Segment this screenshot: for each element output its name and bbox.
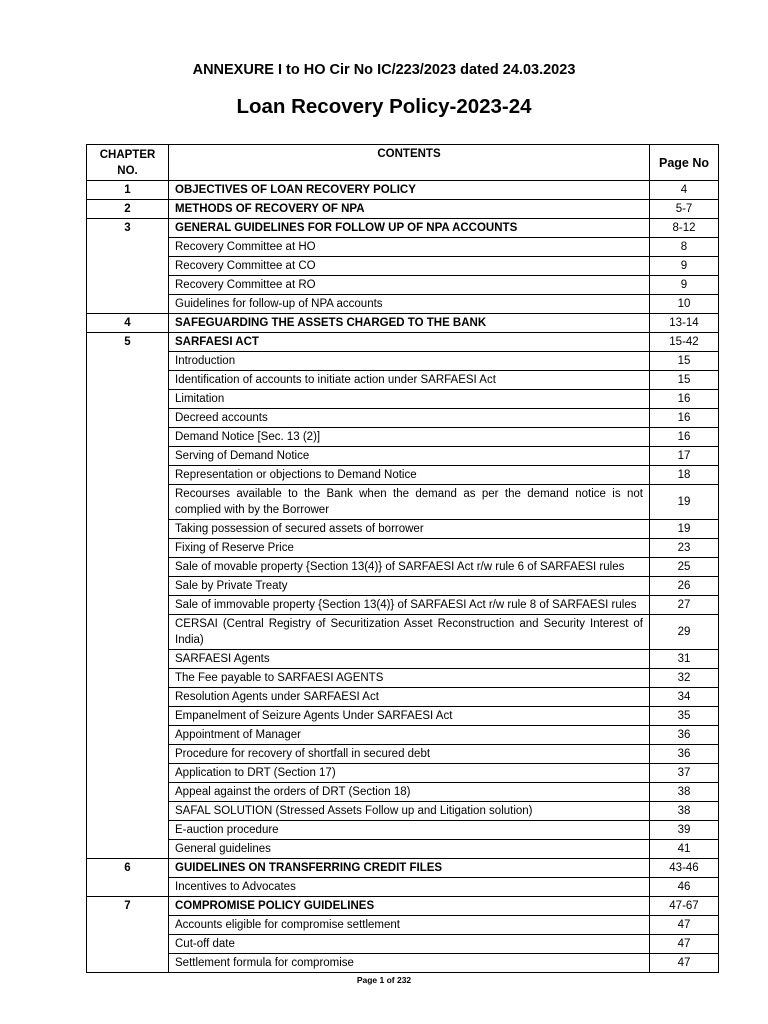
page-number: 37 <box>650 764 719 783</box>
chapter-title: OBJECTIVES OF LOAN RECOVERY POLICY <box>169 181 650 200</box>
chapter-title: GENERAL GUIDELINES FOR FOLLOW UP OF NPA ACCOUNTS <box>169 219 650 238</box>
chapter-number <box>87 726 169 745</box>
table-row <box>87 935 719 954</box>
page-number: 16 <box>650 428 719 447</box>
chapter-title: METHODS OF RECOVERY OF NPA <box>169 200 650 219</box>
page-number: 9 <box>650 276 719 295</box>
page-number: 31 <box>650 650 719 669</box>
section-title: SAFAL SOLUTION (Stressed Assets Follow up and Litigation solution) <box>169 802 650 821</box>
table-row <box>87 745 719 764</box>
chapter-number <box>87 558 169 577</box>
chapter-number: 7 <box>87 897 169 916</box>
chapter-number <box>87 840 169 859</box>
chapter-number: 2 <box>87 200 169 219</box>
section-title: Recovery Committee at RO <box>169 276 650 295</box>
section-title: Application to DRT (Section 17) <box>169 764 650 783</box>
chapter-number <box>87 520 169 539</box>
table-row <box>87 840 719 859</box>
page-number: 43-46 <box>650 859 719 878</box>
chapter-number <box>87 783 169 802</box>
chapter-number <box>87 596 169 615</box>
table-row <box>87 371 719 390</box>
section-title: Sale of immovable property {Section 13(4)} of SARFAESI Act r/w rule 8 of SARFAESI rules <box>169 596 650 615</box>
chapter-number <box>87 428 169 447</box>
section-title: Identification of accounts to initiate action under SARFAESI Act <box>169 371 650 390</box>
table-row <box>87 783 719 802</box>
chapter-number <box>87 409 169 428</box>
page-number: 9 <box>650 257 719 276</box>
page-number: 10 <box>650 295 719 314</box>
table-row <box>87 295 719 314</box>
table-row <box>87 520 719 539</box>
column-header-contents: CONTENTS <box>169 145 650 181</box>
table-row <box>87 390 719 409</box>
table-row <box>87 466 719 485</box>
chapter-number: 5 <box>87 333 169 352</box>
page-number: 25 <box>650 558 719 577</box>
page-number: 17 <box>650 447 719 466</box>
chapter-number <box>87 878 169 897</box>
section-title: General guidelines <box>169 840 650 859</box>
page-number: 38 <box>650 802 719 821</box>
page-number: 46 <box>650 878 719 897</box>
chapter-number <box>87 257 169 276</box>
chapter-number <box>87 447 169 466</box>
table-row <box>87 650 719 669</box>
section-title: The Fee payable to SARFAESI AGENTS <box>169 669 650 688</box>
section-title: Recovery Committee at CO <box>169 257 650 276</box>
page-number: 15 <box>650 371 719 390</box>
chapter-row <box>87 333 719 352</box>
contents-table <box>86 144 719 973</box>
chapter-number <box>87 539 169 558</box>
chapter-title: SAFEGUARDING THE ASSETS CHARGED TO THE BANK <box>169 314 650 333</box>
chapter-number <box>87 707 169 726</box>
section-title: Sale by Private Treaty <box>169 577 650 596</box>
chapter-number <box>87 954 169 973</box>
table-row <box>87 707 719 726</box>
section-title: Appeal against the orders of DRT (Section 18) <box>169 783 650 802</box>
page-number: 36 <box>650 726 719 745</box>
page-number: 16 <box>650 390 719 409</box>
chapter-number: 6 <box>87 859 169 878</box>
chapter-number <box>87 669 169 688</box>
page-number: 36 <box>650 745 719 764</box>
page-number: 4 <box>650 181 719 200</box>
table-row <box>87 669 719 688</box>
chapter-number <box>87 615 169 650</box>
section-title: Appointment of Manager <box>169 726 650 745</box>
page-number: 5-7 <box>650 200 719 219</box>
chapter-number <box>87 466 169 485</box>
page-number: 32 <box>650 669 719 688</box>
section-title: Settlement formula for compromise <box>169 954 650 973</box>
section-title: CERSAI (Central Registry of Securitization Asset Reconstruction and Security Interest of India) <box>169 615 650 650</box>
table-row <box>87 802 719 821</box>
section-title: Limitation <box>169 390 650 409</box>
section-title: Empanelment of Seizure Agents Under SARFAESI Act <box>169 707 650 726</box>
chapter-number <box>87 688 169 707</box>
section-title: Serving of Demand Notice <box>169 447 650 466</box>
table-row <box>87 558 719 577</box>
chapter-number: 1 <box>87 181 169 200</box>
table-row <box>87 916 719 935</box>
chapter-number <box>87 238 169 257</box>
section-title: Incentives to Advocates <box>169 878 650 897</box>
page-number: 27 <box>650 596 719 615</box>
page-number: 38 <box>650 783 719 802</box>
table-row <box>87 577 719 596</box>
page-number: 35 <box>650 707 719 726</box>
chapter-row <box>87 219 719 238</box>
chapter-row <box>87 200 719 219</box>
table-row <box>87 539 719 558</box>
page-number: 19 <box>650 485 719 520</box>
table-row <box>87 276 719 295</box>
page-number: 23 <box>650 539 719 558</box>
table-row <box>87 764 719 783</box>
chapter-number <box>87 821 169 840</box>
chapter-row <box>87 181 719 200</box>
section-title: Decreed accounts <box>169 409 650 428</box>
chapter-title: GUIDELINES ON TRANSFERRING CREDIT FILES <box>169 859 650 878</box>
chapter-number <box>87 935 169 954</box>
chapter-number <box>87 650 169 669</box>
table-row <box>87 596 719 615</box>
section-title: Recovery Committee at HO <box>169 238 650 257</box>
page-number: 16 <box>650 409 719 428</box>
page-number: 8-12 <box>650 219 719 238</box>
table-row <box>87 615 719 650</box>
page-number: 19 <box>650 520 719 539</box>
page-number: 47-67 <box>650 897 719 916</box>
chapter-number <box>87 371 169 390</box>
page-number: 15-42 <box>650 333 719 352</box>
section-title: Sale of movable property {Section 13(4)} of SARFAESI Act r/w rule 6 of SARFAESI rules <box>169 558 650 577</box>
page-number: 34 <box>650 688 719 707</box>
page-number: 47 <box>650 935 719 954</box>
section-title: Procedure for recovery of shortfall in secured debt <box>169 745 650 764</box>
table-body <box>87 181 719 973</box>
section-title: Fixing of Reserve Price <box>169 539 650 558</box>
section-title: Accounts eligible for compromise settlement <box>169 916 650 935</box>
page-number: 29 <box>650 615 719 650</box>
page-number: 18 <box>650 466 719 485</box>
page-number: 41 <box>650 840 719 859</box>
table-row <box>87 409 719 428</box>
section-title: Cut-off date <box>169 935 650 954</box>
page-number: 13-14 <box>650 314 719 333</box>
chapter-title: COMPROMISE POLICY GUIDELINES <box>169 897 650 916</box>
page-number: 47 <box>650 916 719 935</box>
section-title: Recourses available to the Bank when the demand as per the demand notice is not complied with by the Borrower <box>169 485 650 520</box>
table-row <box>87 238 719 257</box>
page-number: 47 <box>650 954 719 973</box>
section-title: Representation or objections to Demand Notice <box>169 466 650 485</box>
table-row <box>87 954 719 973</box>
column-header-page: Page No <box>650 145 719 181</box>
table-row <box>87 257 719 276</box>
chapter-number <box>87 276 169 295</box>
chapter-number <box>87 352 169 371</box>
chapter-number <box>87 916 169 935</box>
section-title: Introduction <box>169 352 650 371</box>
section-title: Guidelines for follow-up of NPA accounts <box>169 295 650 314</box>
table-row <box>87 821 719 840</box>
chapter-number <box>87 745 169 764</box>
chapter-number: 4 <box>87 314 169 333</box>
chapter-row <box>87 897 719 916</box>
annexure-heading: ANNEXURE I to HO Cir No IC/223/2023 dated 24.03.2023 <box>192 62 576 78</box>
chapter-number <box>87 485 169 520</box>
table-row <box>87 726 719 745</box>
column-header-chapter: CHAPTER NO. <box>87 145 169 181</box>
chapter-row <box>87 314 719 333</box>
chapter-number <box>87 577 169 596</box>
page-number: 39 <box>650 821 719 840</box>
section-title: Taking possession of secured assets of borrower <box>169 520 650 539</box>
table-row <box>87 878 719 897</box>
section-title: SARFAESI Agents <box>169 650 650 669</box>
chapter-number: 3 <box>87 219 169 238</box>
table-row <box>87 428 719 447</box>
document-title: Loan Recovery Policy-2023-24 <box>236 95 532 118</box>
section-title: Resolution Agents under SARFAESI Act <box>169 688 650 707</box>
table-row <box>87 352 719 371</box>
table-row <box>87 485 719 520</box>
chapter-number <box>87 802 169 821</box>
chapter-number <box>87 764 169 783</box>
page-number: 26 <box>650 577 719 596</box>
section-title: E-auction procedure <box>169 821 650 840</box>
page-footer: Page 1 of 232 <box>356 975 412 985</box>
section-title: Demand Notice [Sec. 13 (2)] <box>169 428 650 447</box>
page-number: 8 <box>650 238 719 257</box>
table-row <box>87 447 719 466</box>
chapter-number <box>87 390 169 409</box>
table-row <box>87 688 719 707</box>
chapter-title: SARFAESI ACT <box>169 333 650 352</box>
page-number: 15 <box>650 352 719 371</box>
table-header-row <box>87 145 719 181</box>
chapter-number <box>87 295 169 314</box>
chapter-row <box>87 859 719 878</box>
